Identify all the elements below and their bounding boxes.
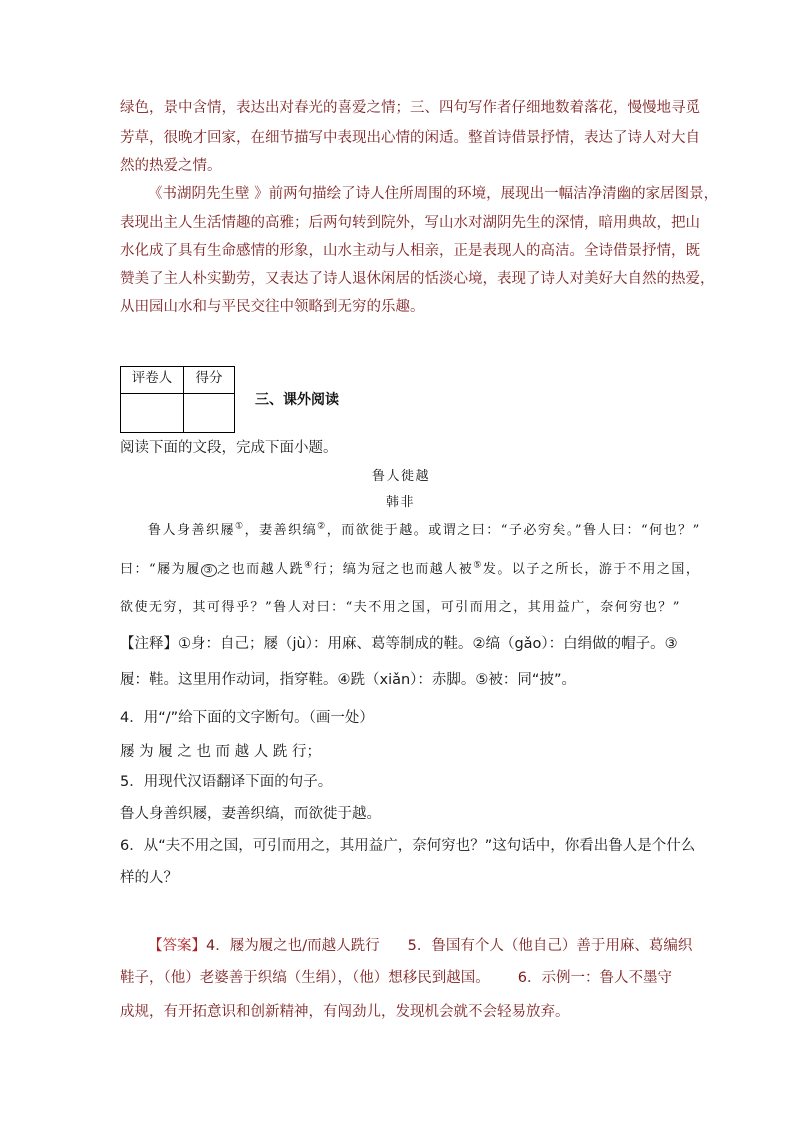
score-table-grader-cell[interactable] (121, 394, 184, 433)
note-ref-2: ② (317, 521, 327, 532)
para1-line2: 芳草，很晚才回家，在细节描写中表现出心情的闲适。整首诗借景抒情，表达了诗人对大自 (120, 130, 700, 146)
answer-4: 4．屦为履之也/而越人跣行 (206, 938, 380, 954)
answer-5-part1: 5．鲁国有个人（他自己）善于用麻、葛编织 (407, 938, 693, 954)
passage-line2 (120, 558, 700, 577)
notes-line1: 【注释】①身：自己；屦（jù）：用麻、葛等制成的鞋。②缟（gǎo）：白绢做的帽子。③ (120, 636, 678, 652)
section-title: 三、课外阅读 (255, 392, 339, 408)
passage-line1-seg2: ，妻善织缟 (244, 523, 318, 538)
passage-line1-seg1: 鲁人身善织屦 (148, 523, 236, 538)
para2-line1: 《书湖阴先生壁 》前两句描绘了诗人住所周围的环境，展现出一幅洁净清幽的家居图景， (148, 186, 719, 202)
score-table-grader-header: 评卷人 (121, 367, 184, 394)
note-ref-4: ④ (304, 560, 314, 571)
answer-line1 (148, 934, 692, 955)
passage-line1 (148, 519, 701, 538)
score-table (120, 366, 235, 433)
para2-line2: 表现出主人生活情趣的高雅；后两句转到院外，写山水对湖阴先生的深情，暗用典故，把山 (120, 215, 700, 231)
question-5-text: 鲁人身善织屦，妻善织缟，而欲徙于越。 (120, 806, 381, 822)
answer-6-part1: 6．示例一：鲁人不墨守 (517, 970, 672, 986)
para2-line5: 从田园山水和与平民交往中领略到无穷的乐趣。 (120, 299, 425, 315)
passage-line2-seg2: 之也而越人跣 (217, 562, 305, 577)
reading-intro: 阅读下面的文段，完成下面小题。 (120, 440, 338, 456)
question-4-text: 屦 为 履 之 也 而 越 人 跣 行； (120, 744, 321, 760)
passage-line3: 欲使无穷，其可得乎？”鲁人对曰：“夫不用之国，可引而用之，其用益广，奈何穷也？” (120, 600, 681, 615)
passage-line2-seg4: 发。以子之所长，游于不用之国， (482, 562, 701, 577)
answer-5-part2: 鞋子，（他）老婆善于织缟（生绢），（他）想移民到越国。 (120, 970, 490, 986)
passage-line1-seg3: ，而欲徙于越。或谓之曰：“子必穷矣。”鲁人曰：“何也？” (326, 523, 701, 538)
note-ref-5: ⑤ (473, 560, 483, 571)
notes-line2: 履：鞋。这里用作动词，指穿鞋。④跣（xiǎn）：赤脚。⑤被：同“披”。 (120, 672, 576, 688)
passage-line2-seg1: 曰：“屦为履 (120, 562, 201, 577)
answer-label: 【答案】 (148, 938, 206, 954)
note-ref-1: ① (235, 521, 245, 532)
question-4: 4．用“/”给下面的文字断句。（画一处） (120, 710, 374, 726)
question-6-line1: 6．从“夫不用之国，可引而用之，其用益广，奈何穷也？”这句话中，你看出鲁人是个什么 (120, 838, 696, 854)
passage-line2-seg3: 行；缟为冠之也而越人被 (313, 562, 474, 577)
note-ref-3: ③ (201, 564, 217, 577)
answer-line2 (120, 966, 672, 987)
para1-line1: 绿色，景中含情，表达出对春光的喜爱之情；三、四句写作者仔细地数着落花，慢慢地寻觅 (120, 100, 700, 116)
para1-line3: 然的热爱之情。 (120, 158, 222, 174)
question-6-line2: 样的人？ (120, 870, 178, 886)
passage-author: 韩非 (386, 495, 416, 510)
para2-line4: 赞美了主人朴实勤劳，又表达了诗人退休闲居的恬淡心境，表现了诗人对美好大自然的热爱， (120, 271, 715, 287)
score-table-score-header: 得分 (184, 367, 235, 394)
para2-line3: 水化成了具有生命感情的形象，山水主动与人相亲，正是表现人的高洁。全诗借景抒情，既 (120, 243, 700, 259)
question-5: 5．用现代汉语翻译下面的句子。 (120, 774, 333, 790)
passage-title: 鲁人徙越 (372, 469, 431, 484)
score-table-score-cell[interactable] (184, 394, 235, 433)
answer-line3: 成规，有开拓意识和创新精神，有闯劲儿，发现机会就不会轻易放弃。 (120, 1004, 570, 1020)
